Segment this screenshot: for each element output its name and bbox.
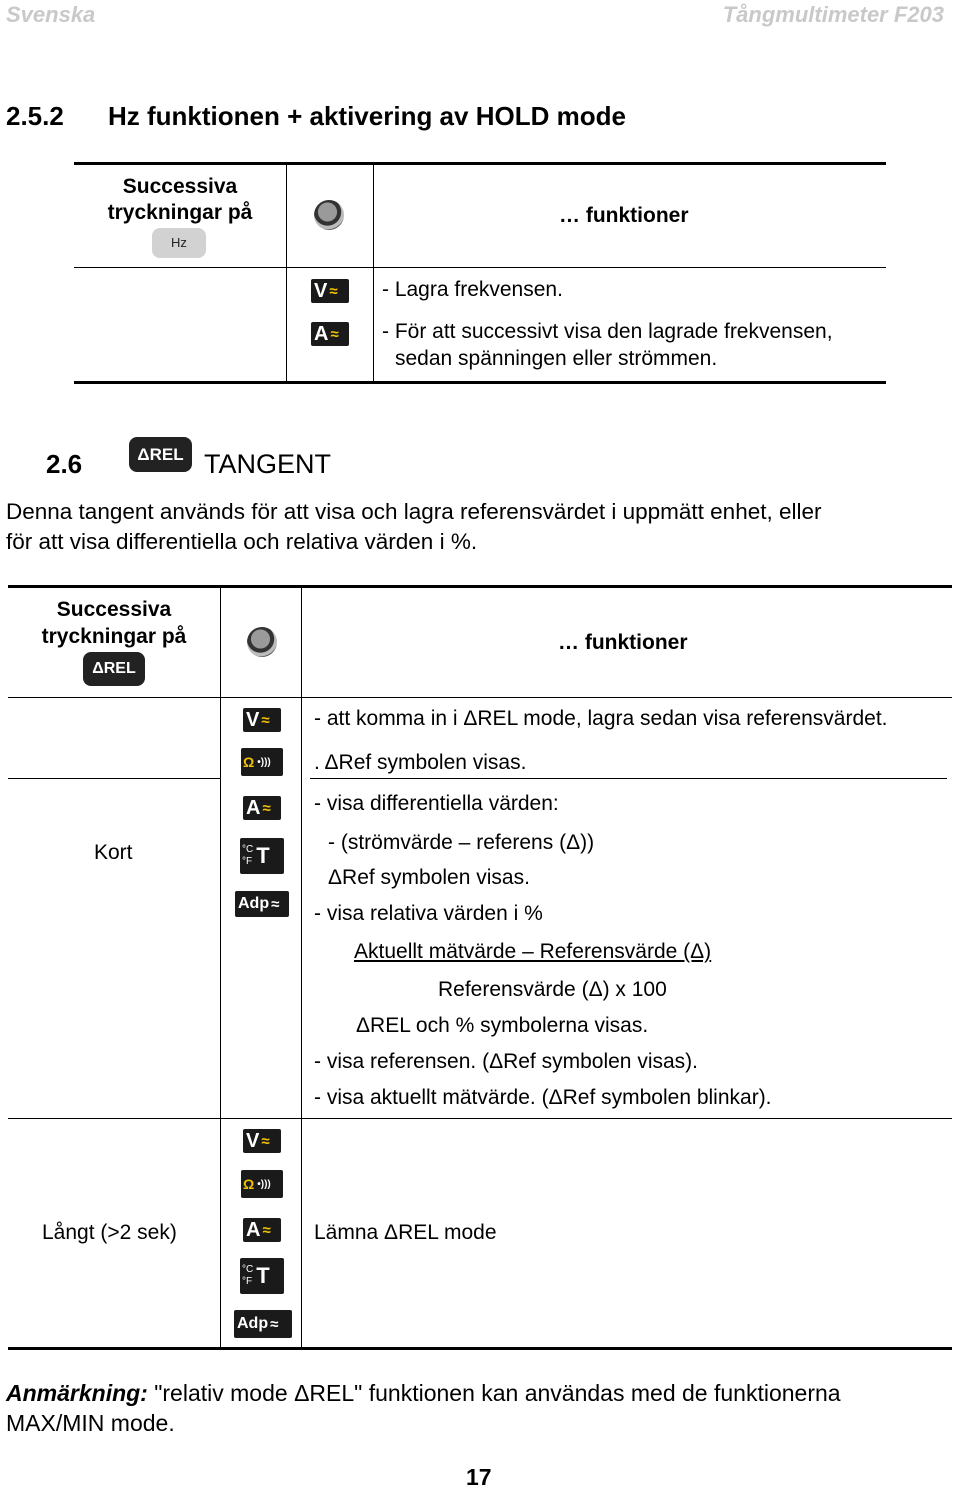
table-rel-divider-1	[220, 587, 221, 1347]
header-product: Tångmultimeter F203	[722, 2, 944, 27]
note-text-line1: "relativ mode ΔREL" funktionen kan användas med de funktionerna	[147, 1380, 841, 1406]
table-hz-col3-header: … funktioner	[559, 204, 689, 227]
langt-label: Långt (>2 sek)	[42, 1221, 177, 1244]
wave-icon: ≈	[329, 282, 338, 300]
table-hz-divider-1	[286, 164, 287, 381]
kort-line-1: - att komma in i ΔREL mode, lagra sedan visa referensvärdet.	[314, 707, 888, 730]
kort-formula-numerator: Aktuellt mätvärde – Referensvärde (Δ)	[354, 940, 712, 963]
amp-ac-icon	[243, 1218, 281, 1242]
section-26-number: 2.6	[46, 449, 83, 479]
ohm-icon: Ω	[243, 754, 255, 770]
table-rel-col3-header: … funktioner	[558, 631, 688, 654]
table-hz-top-rule	[74, 162, 886, 165]
table-hz-bottom-rule	[74, 381, 886, 384]
kort-line-10: - visa referensen. (ΔRef symbolen visas).	[314, 1050, 698, 1073]
adp-ac-icon	[235, 891, 289, 917]
section-26-para-line1: Denna tangent används för att visa och lagra referensvärdet i uppmätt enhet, eller	[6, 499, 822, 524]
rel-key-icon: ΔREL	[129, 437, 192, 472]
amp-icon-letter: A	[246, 1218, 261, 1241]
wave-icon: ≈	[262, 1221, 271, 1239]
volt-ac-icon	[243, 1129, 281, 1153]
fahrenheit-icon: °F	[242, 856, 253, 867]
table-rel-kort-rule-right	[310, 778, 947, 779]
kort-line-5: ΔRef symbolen visas.	[328, 866, 530, 889]
kort-label: Kort	[94, 841, 133, 864]
section-26-title: TANGENT	[204, 449, 331, 479]
table-rel-kort-rule-left	[8, 778, 220, 779]
celsius-icon: °C	[242, 844, 254, 855]
amp-icon-letter: A	[314, 322, 329, 345]
table-rel-header-rule	[8, 697, 952, 698]
header-language: Svenska	[6, 2, 96, 27]
table-hz-col1-header-line2: tryckningar på	[107, 201, 253, 224]
kort-line-4: - (strömvärde – referens (Δ))	[328, 831, 595, 854]
volt-icon-letter: V	[314, 279, 328, 302]
volt-icon-letter: V	[246, 1129, 260, 1152]
temperature-icon	[240, 838, 284, 874]
rotary-switch-icon	[314, 200, 344, 230]
wave-icon: ≈	[261, 711, 270, 729]
ohm-icon: Ω	[243, 1176, 255, 1192]
note-text-line2: MAX/MIN mode.	[6, 1410, 175, 1436]
table-hz-divider-2	[373, 164, 374, 381]
kort-line-2: . ΔRef symbolen visas.	[314, 751, 527, 774]
kort-line-11: - visa aktuellt mätvärde. (ΔRef symbolen blinkar).	[314, 1086, 772, 1109]
temp-icon-letter: T	[256, 1263, 270, 1288]
kort-line-6: - visa relativa värden i %	[314, 902, 543, 925]
note	[6, 1380, 956, 1407]
fahrenheit-icon: °F	[242, 1276, 253, 1287]
wave-icon: ≈	[271, 895, 280, 913]
wave-icon: ≈	[262, 799, 271, 817]
amp-icon-letter: A	[246, 796, 261, 819]
amp-ac-icon	[311, 322, 349, 346]
table-rel-divider-2	[301, 587, 302, 1347]
section-252-title: Hz funktionen + aktivering av HOLD mode	[108, 101, 626, 131]
rotary-switch-icon	[247, 627, 277, 657]
table-rel-bottom-rule	[8, 1347, 952, 1350]
kort-line-3: - visa differentiella värden:	[314, 792, 559, 815]
wave-icon: ≈	[330, 325, 339, 343]
adp-ac-icon	[234, 1310, 292, 1338]
wave-icon: ≈	[261, 1132, 270, 1150]
adp-icon-label: Adp	[238, 895, 270, 912]
wave-icon: ≈	[270, 1315, 279, 1333]
amp-ac-icon	[243, 796, 281, 820]
temp-icon-letter: T	[256, 843, 270, 868]
table-hz-row-text1: - Lagra frekvensen.	[382, 278, 563, 301]
volt-ac-icon	[243, 708, 281, 732]
table-hz-header-rule	[74, 267, 886, 268]
section-252-number: 2.5.2	[6, 101, 64, 131]
hz-key: Hz	[152, 228, 206, 258]
table-rel-col1-header-line2: tryckningar på	[41, 625, 187, 648]
diode-ohm-continuity-icon	[241, 748, 283, 776]
table-hz-row-text2-line2: sedan spänningen eller strömmen.	[395, 347, 718, 370]
page-number: 17	[466, 1464, 492, 1490]
rel-key-icon: ΔREL	[83, 652, 145, 686]
table-rel-top-rule	[8, 585, 952, 588]
adp-icon-label: Adp	[237, 1315, 269, 1332]
section-26-para-line2: för att visa differentiella och relativa värden i %.	[6, 529, 478, 554]
note-label: Anmärkning:	[6, 1380, 148, 1406]
kort-line-9: ΔREL och % symbolerna visas.	[356, 1014, 649, 1037]
sound-icon: •)))	[257, 1178, 271, 1190]
sound-icon: •)))	[257, 756, 271, 768]
table-rel-mid-rule	[8, 1118, 952, 1119]
temperature-icon	[240, 1258, 284, 1294]
diode-ohm-continuity-icon	[241, 1170, 283, 1198]
table-hz-col1-header-line1: Successiva	[122, 175, 238, 198]
celsius-icon: °C	[242, 1264, 254, 1275]
kort-formula-denominator: Referensvärde (Δ) x 100	[438, 978, 667, 1001]
table-hz-row-text2-line1: - För att successivt visa den lagrade frekvensen,	[382, 320, 833, 343]
volt-ac-icon	[311, 279, 349, 303]
langt-text: Lämna ΔREL mode	[314, 1221, 497, 1244]
volt-icon-letter: V	[246, 708, 260, 731]
table-rel-col1-header-line1: Successiva	[56, 598, 172, 621]
